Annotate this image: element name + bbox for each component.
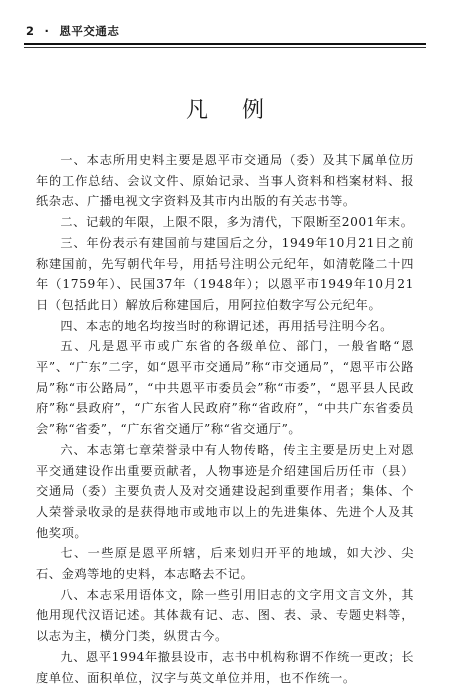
- header-rule: [24, 43, 426, 45]
- header-separator: ·: [44, 24, 50, 38]
- header-rule-thin: [24, 47, 426, 48]
- paragraph-9: 九、恩平1994年撤县设市，志书中机构称谓不作统一更改；长度单位、面积单位，汉字与英文单位并用，也不作统一。: [36, 649, 414, 685]
- body-text: [36, 150, 414, 688]
- paragraph-5: 五、凡是恩平市或广东省的各级单位、部门，一般省略“恩平”、“广东”二字，如“恩平市交通局”称“市交通局”，“恩平市公路局”称“市公路局”，“中共恩平市委员会”称“市委”，“恩平县人民政府”称“县政府”，“广东省人民政府”称“省政府”，“中共广东省委员会”称“省委”，“广东省交通厅”称“省交通厅”。: [36, 339, 414, 437]
- paragraph-3: 三、年份表示有建国前与建国后之分，1949年10月21日之前称建国前，先写朝代年号，用括号注明公元纪年，如清乾隆二十四年（1759年）、民国37年（1948年）；以恩平市1949年10月21日（包括此日）解放后称建国后，用阿拉伯数字写公元纪年。: [36, 235, 414, 312]
- paragraph-7: 七、一些原是恩平所辖，后来划归开平的地域，如大沙、尖石、金鸡等地的史料，本志略去不记。: [36, 546, 414, 582]
- paragraph-4: 四、本志的地名均按当时的称谓记述，再用括号注明今名。: [60, 318, 393, 333]
- paragraph-8: 八、本志采用语体文，除一些引用旧志的文字用文言文外，其他用现代汉语记述。其体裁有记、志、图、表、录、专题史料等，以志为主，横分门类，纵贯古今。: [36, 587, 414, 644]
- paragraph-2: 二、记载的年限，上限不限，多为清代，下限断至2001年末。: [60, 215, 414, 230]
- page-number: 2: [26, 24, 35, 38]
- book-title: 恩平交通志: [59, 24, 120, 38]
- paragraph-1: 一、本志所用史料主要是恩平市交通局（委）及其下属单位历年的工作总结、会议文件、原始记录、当事人资料和档案材料、报纸杂志、广播电视文字资料及其市内出版的有关志书等。: [36, 153, 414, 209]
- section-title: 凡例: [185, 98, 298, 123]
- running-header: [26, 23, 119, 39]
- paragraph-6: 六、本志第七章荣誉录中有人物传略，传主主要是历史上对恩平交通建设作出重要贡献者，人物事迹是介绍建国后历任市（县）交通局（委）主要负责人及对交通建设起到重要作用者；集体、个人荣誉录收录的是获得地市或地市以上的先进集体、先进个人及其他奖项。: [36, 442, 414, 540]
